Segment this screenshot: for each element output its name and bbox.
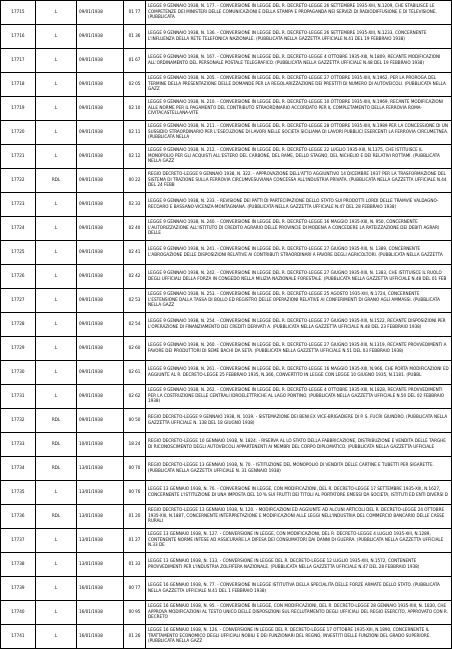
act-number: 01 26: [124, 625, 146, 649]
act-date: 09/01/1938: [77, 241, 124, 265]
act-number: 01 77: [124, 1, 146, 25]
act-number: 02 40: [124, 217, 146, 241]
table-row: [1, 433, 452, 457]
act-date: 09/01/1938: [77, 121, 124, 145]
table-row: [1, 553, 452, 577]
act-date: 09/01/1938: [77, 49, 124, 73]
act-date: 16/01/1938: [77, 625, 124, 649]
table-row: [1, 313, 452, 337]
act-type: L: [36, 241, 77, 265]
act-date: 13/01/1938: [77, 481, 124, 505]
act-date: 13/01/1938: [77, 457, 124, 481]
table-row: [1, 529, 452, 553]
row-number: 17728: [1, 313, 36, 337]
row-number: 17730: [1, 361, 36, 385]
act-number: 02 11: [124, 121, 146, 145]
act-number: 00 76: [124, 481, 146, 505]
act-number: 02 12: [124, 145, 146, 169]
table-row: [1, 361, 452, 385]
act-type: L: [36, 289, 77, 313]
act-type: L: [36, 97, 77, 121]
act-type: L: [36, 577, 77, 601]
act-number: 01 27: [124, 529, 146, 553]
table-row: [1, 145, 452, 169]
table-row: [1, 409, 452, 433]
table-row: [1, 49, 452, 73]
row-number: 17725: [1, 241, 36, 265]
act-type: L: [36, 529, 77, 553]
row-number: 17717: [1, 49, 36, 73]
act-description: LEGGE 13 GENNAIO 1938, N. 127. - CONVERSIONE IN LEGGE, CON MODIFICAZIONI, DEL R. DECRETO-LEGGE 4 LUGLIO 1935-XIII, N.1289, CONTENENTE NORME INTESE AD ASSICURARE LA DIFESA DEI CONSUMATORI DAI DANNI DI GUERRA. (PUBBLICATA NELLA GAZZETTA UFFICIALE N.33 DE: [146, 529, 452, 553]
table-row: [1, 1, 452, 25]
act-date: 16/01/1938: [77, 601, 124, 625]
act-number: 01 67: [124, 49, 146, 73]
table-row: [1, 289, 452, 313]
act-type: L: [36, 481, 77, 505]
act-type: L: [36, 49, 77, 73]
act-number: 02 33: [124, 193, 146, 217]
act-description: REGIO DECRETO-LEGGE 9 GENNAIO 1938, N. 1039. - SISTEMAZIONE DEI BENI EX VICE-BRIGADIERE DI P. S. FUCRI GIUNDRO. (PUBBLICATA NELLA GAZZETTA UFFICIALE N. 138 DEL 18 GIUGNO 1938): [146, 409, 452, 433]
act-type: L: [36, 553, 77, 577]
row-number: 17734: [1, 457, 36, 481]
table-row: [1, 121, 452, 145]
row-number: 17723: [1, 193, 36, 217]
act-date: 09/01/1938: [77, 97, 124, 121]
act-type: L: [36, 625, 77, 649]
act-number: 01 36: [124, 25, 146, 49]
row-number: 17733: [1, 433, 36, 457]
act-type: L: [36, 361, 77, 385]
row-number: 17720: [1, 121, 36, 145]
row-number: 17731: [1, 385, 36, 409]
act-description: LEGGE 16 GENNAIO 1938, N. 126. - CONVERSIONE IN LEGGE DEL R. DECRETO-LEGGE 17 OTTOBRE 1935-XIII, N.1890, CONCERNENTE IL TRATTAMENTO ECONOMICO DEGLI UFFICIALI NOBILI E DEI FUNZIONARI DEL REGNO, INVESTITI DELLE FUNZIONI DEL GRADO SUPERIORE. (PUBBLICATA NELLA GAZZ: [146, 625, 452, 649]
row-number: 17727: [1, 289, 36, 313]
act-date: 09/01/1938: [77, 73, 124, 97]
act-type: L: [36, 313, 77, 337]
act-description: LEGGE 9 GENNAIO 1938, N. 261. - CONVERSIONE IN LEGGE DEL R. DECRETO-LEGGE 16 MAGGIO 1935-XIII, N.966, CHE PORTA MODIFICAZIONI ED AGGIUNTE AL R. DECRETO-LEGGE 25 FEBBRAIO 1935, N.366, CONVERTITO IN LEGGE CON LEGGE 10 GIUGNO 1935, N.1181. (PUBBL: [146, 361, 452, 385]
act-description: LEGGE 9 GENNAIO 1938, N. 242. - CONVERSIONE IN LEGGE DEL R. DECRETO-LEGGE 27 GIUGNO 1935-XIII, N. 1383, CHE ISTITUISCE IL RUOLO DEGLI UFFICIALI DELLA FORZA IN CONGEDO NELLA MILIZIA NAZIONALE FORESTALE. (PUBBLICATA NELLA GAZZETTA UFFICIALE N.48 DEL 01 FEB: [146, 265, 452, 289]
act-type: L: [36, 121, 77, 145]
act-date: 09/01/1938: [77, 145, 124, 169]
act-description: LEGGE 9 GENNAIO 1938, N. 254. - CONVERSIONE IN LEGGE DEL R. DECRETO-LEGGE 27 GIUGNO 1935-XIII, N.1522, RECANTE DISPOSIZIONI PER L'OPERAZIONE DI FINANZIAMENTO DEI CREDITI DERIVATI A. (PUBBLICATA NELLA GAZZETTA UFFICIALE N.48 DEL 23 FEBBRAIO 1938): [146, 313, 452, 337]
act-number: 02 10: [124, 97, 146, 121]
act-description: LEGGE 13 GENNAIO 1938, N. 133. - CONVERSIONE IN LEGGE DEL R. DECRETO-LEGGE 12 LUGLIO 1935-XIII, N.1572, CONTENENTE PROVVEDIMENTI PER L'INDUSTRIA ZOLFIFERA NAZIONALE. (PUBBLICATA NELLA GAZZETTA UFFICIALE N.47 DEL 28 FEBBRAIO 1938): [146, 553, 452, 577]
act-date: 09/01/1938: [77, 409, 124, 433]
act-description: REGIO DECRETO-LEGGE 13 GENNAIO 1938, N. 70. - ISTITUZIONE DEL MONOPOLIO DI VENDITA DELLE CARTINE E TUBETTI PER SIGARETTE. (PUBBLICATA NELLA GAZZETTA UFFICIALE N. 31 GENNAIO 1938): [146, 457, 452, 481]
act-description: LEGGE 9 GENNAIO 1938, N. 212. - CONVERSIONE IN LEGGE DEL R. DECRETO-LEGGE 22 LUGLIO 1935-XIII, N.1375, CHE ISTITUISCE IL MONOPOLIO PER GLI ACQUISTI ALL'ESTERO DEL CARBONE, DEL RAME, DELLO STAGNO, DEL NICHELIO E DEI RELATIVI ROTTAMI. (PUBBLICATA NELLA GAZZ: [146, 145, 452, 169]
act-number: 02 54: [124, 313, 146, 337]
table-row: [1, 169, 452, 193]
row-number: 17741: [1, 625, 36, 649]
row-number: 17719: [1, 97, 36, 121]
table-row: [1, 217, 452, 241]
act-number: 02 41: [124, 241, 146, 265]
act-type: L: [36, 1, 77, 25]
table-row: [1, 385, 452, 409]
row-number: 17724: [1, 217, 36, 241]
act-description: LEGGE 9 GENNAIO 1938, N. 205. - CONVERSIONE IN LEGGE DEL R. DECRETO-LEGGE 27 OTTOBRE 1935-XIII, N.1962, PER LA PROROGA DEL TERMINE DELLA PRESENTAZIONE DELLE DOMANDE PER LA REGOLARIZZAZIONE DEI PRESTITI DI NUMERO DI AUTOVEICOLI. (PUBBLICATA NELLA GAZZ: [146, 73, 452, 97]
row-number: 17722: [1, 169, 36, 193]
act-type: L: [36, 601, 77, 625]
act-type: RDL: [36, 457, 77, 481]
row-number: 17739: [1, 577, 36, 601]
act-description: LEGGE 9 GENNAIO 1938, N. 167. - CONVERSIONE IN LEGGE DEL R. DECRETO-LEGGE 4 OTTOBRE 1935-XIII, N.1809, RECANTE MODIFICAZIONI ALL'ORDINAMENTO DEL PERSONALE POSTALE TELEGRAFICO. (PUBBLICATA NELLA GAZZETTA UFFICIALE N.48 DEL 19 FEBBRAIO 1938): [146, 49, 452, 73]
act-description: LEGGE 9 GENNAIO 1938, N. 241. - CONVERSIONE IN LEGGE DEL R. DECRETO-LEGGE 27 GIUGNO 1935-XIII, N. 1389, CONCERNENTE L'ABROGAZIONE DELLE DISPOSIZIONI RELATIVE AI CONTRIBUTI STRAORDINARI A FAVORE DEGLI AGRICOLTORI. (PUBBLICATA NELLA GAZZETTA: [146, 241, 452, 265]
act-date: 09/01/1938: [77, 25, 124, 49]
row-number: 17729: [1, 337, 36, 361]
act-date: 09/01/1938: [77, 265, 124, 289]
act-description: LEGGE 9 GENNAIO 1938, N. 210. - CONVERSIONE IN LEGGE DEL R. DECRETO-LEGGE 10 OTTOBRE 1935-XIII, N.1969, RECANTE MODIFICAZIONI ALLE NORME PER IL PAGAMENTO DEL CONTRIBUTO STRAORDINARIO ACCORDATO PER IL COMPLETAMENTO DELLA FERROVIA ROMA-CIVITACASTELLANA-VITE: [146, 97, 452, 121]
act-number: 00 70: [124, 457, 146, 481]
act-date: 09/01/1938: [77, 361, 124, 385]
act-date: 09/01/1938: [77, 385, 124, 409]
row-number: 17738: [1, 553, 36, 577]
act-date: 09/01/1938: [77, 337, 124, 361]
act-type: RDL: [36, 409, 77, 433]
act-number: 00 50: [124, 409, 146, 433]
act-number: 00 22: [124, 169, 146, 193]
act-number: 01 20: [124, 505, 146, 529]
act-type: L: [36, 337, 77, 361]
act-date: 09/01/1938: [77, 313, 124, 337]
act-description: LEGGE 13 GENNAIO 1938, N. 76. - CONVERSIONE IN LEGGE, CON MODIFICAZIONI, DEL R. DECRETO-LEGGE 17 SETTEMBRE 1935-XIII, N.1627, CONCERNENTE L'ISTITUZIONE DI UNA IMPOSTA DEL 10 % SUI FRUTTI DEI TITOLI AL PORTATORE EMESSI DA SOCIETA, ISTITUTI ED ENTI DIVERSI D: [146, 481, 452, 505]
act-date: 09/01/1938: [77, 289, 124, 313]
act-number: 18 24: [124, 433, 146, 457]
act-description: REGIO DECRETO-LEGGE 10 GENNAIO 1938, N. 1824. - RISERVA AL LO STATO DELLA FABBRICAZIONE, DISTRIBUZIONE E VENDITA DELLE TARGHE DI RICONOSCIMENTO DEGLI AUTOVEICOLI APPARTENENTI AI MEMBRI DEL CORPO DIPLOMATICO. (PUBBLICATA NELLA GAZZETTA UFFICIALE: [146, 433, 452, 457]
act-date: 13/01/1938: [77, 505, 124, 529]
act-date: 16/01/1938: [77, 577, 124, 601]
act-description: LEGGE 9 GENNAIO 1938, N. 253. - CONVERSIONE IN LEGGE DEL R. DECRETO-LEGGE 25 AGOSTO 1935-XIII, N.1724, CONCERNENTE L'ESTENSIONE DALLA TASSA DI BOLLO ED REGISTRO DELLE OPERAZIONI RELATIVE AI CONFERIMENTI DI GRANO AGLI AMMASSI. (PUBBLICATA NELLA GAZZ: [146, 289, 452, 313]
act-number: 02 42: [124, 265, 146, 289]
act-description: LEGGE 9 GENNAIO 1938, N. 233. - REVISIONE DEI PATTI DI PARTECIPAZIONE DELLO STATO SUI PRODOTTI LORDI DELLE TRAMVIE VALDAGNO-RECOARO E BASSANO-VICENZA-MONTAGNANA. (PUBBLICATA NELLA GAZZETTA UFFICIALE N.47 DEL 28 FEBBRAIO 1938): [146, 193, 452, 217]
table-row: [1, 337, 452, 361]
table-row: [1, 73, 452, 97]
row-number: 17721: [1, 145, 36, 169]
act-type: RDL: [36, 433, 77, 457]
act-number: 01 33: [124, 553, 146, 577]
act-date: 13/01/1938: [77, 529, 124, 553]
act-type: L: [36, 73, 77, 97]
act-description: LEGGE 9 GENNAIO 1938, N. 260. - CONVERSIONE IN LEGGE DEL R. DECRETO-LEGGE 27 GIUGNO 1935-XIII, N.1319, RECANTE PROVVEDIMENTI A FAVORE DEI PRODUTTORI DI SEME BACHI DA SETA. (PUBBLICATA NELLA GAZZETTA UFFICIALE N.51 DEL 03 FEBBRAIO 1938): [146, 337, 452, 361]
row-number: 17726: [1, 265, 36, 289]
row-number: 17740: [1, 601, 36, 625]
act-description: LEGGE 16 GENNAIO 1938, N. 77. - CONVERSIONE IN LEGGE ISTITUTIVA DELLA SPECIALITA DELLE FORZE ARMATE DELLO STATO. (PUBBLICATA NELLA GAZZETTA UFFICIALE N.41 DEL 1 FEBBRAIO 1938): [146, 577, 452, 601]
act-number: 00 95: [124, 601, 146, 625]
table-row: [1, 457, 452, 481]
table-row: [1, 481, 452, 505]
act-number: 02 61: [124, 361, 146, 385]
act-date: 09/01/1938: [77, 217, 124, 241]
row-number: 17736: [1, 505, 36, 529]
table-row: [1, 265, 452, 289]
table-row: [1, 25, 452, 49]
act-type: L: [36, 25, 77, 49]
act-date: 13/01/1938: [77, 553, 124, 577]
act-date: 09/01/1938: [77, 169, 124, 193]
table-row: [1, 241, 452, 265]
table-row: [1, 601, 452, 625]
act-type: L: [36, 145, 77, 169]
act-number: 02 60: [124, 337, 146, 361]
act-description: LEGGE 9 GENNAIO 1938, N. 136. - CONVERSIONE IN LEGGE DEL R. DECRETO-LEGGE 26 SETTEMBRE 1935-XIII, N.1233, CONCERNENTE L'INFLUENZA DELLA RETE TELEFONICA NAZIONALE. (PUBBLICATA NELLA GAZZETTA UFFICIALE N.41 DEL 19 FEBBRAIO 1938): [146, 25, 452, 49]
act-type: RDL: [36, 505, 77, 529]
table-row: [1, 505, 452, 529]
act-date: 09/01/1938: [77, 1, 124, 25]
act-description: REGIO DECRETO-LEGGE 13 GENNAIO 1938, N. 120. - MODIFICAZIONI ED AGGIUNTE AD ALCUNI ARTICOLI DEL R. DECRETO-LEGGE 24 OTTOBRE 1935-XIII, N.1887, CONCERNENTE INTERPRETAZIONE E MODIFICAZIONI ALLE LEGGI NELL'INDUSTRIA DEL COMMERCIO BANCARIO DELLE CASSE RURALI: [146, 505, 452, 529]
act-description: LEGGE 9 GENNAIO 1938, N. 262. - CONVERSIONE IN LEGGE DEL R. DECRETO-LEGGE 4 OTTOBRE 1935-XIII, N.1828, RECANTE PROVVEDIMENTI PER LA COSTRUZIONE DELLE CENTRALI IDROELETTRICHE AL LAGO PONTINO. (PUBBLICATA NELLA GAZZETTA UFFICIALE N.50 DEL 02 FEBBRAIO 1938): [146, 385, 452, 409]
table-row: [1, 193, 452, 217]
act-number: 00 77: [124, 577, 146, 601]
table-row: [1, 625, 452, 649]
table-row: [1, 97, 452, 121]
row-number: 17735: [1, 481, 36, 505]
act-type: L: [36, 193, 77, 217]
act-description: LEGGE 9 GENNAIO 1938, N. 177. - CONVERSIONE IN LEGGE DEL R. DECRETO-LEGGE 26 SETTEMBRE 1935-XIII, N.1209, CHE STABILISCE LE COMPETENZE DEI MINISTERI DELLE COMUNICAZIONI E DELLA STAMPA E PROPAGANDA NEI SERVIZI DI RADIODIFFUSIONE E DI TELEVISIONE. (PUBBLICATA: [146, 1, 452, 25]
act-description: LEGGE 9 GENNAIO 1938, N. 211. - CONVERSIONE IN LEGGE DEL R. DECRETO-LEGGE 28 OTTOBRE 1935-XIII, N.1989 PER LA CONCESSIONE DI UN SUSSIDIO STRAORDINARIO PER L'ESECUZIONE DI LAVORI NELLE SOCIETA SICILIANA DI LAVORI PUBBLICI ESERCENTI LA FERROVIA CIRCUMETNEA. (PUBBLICATA NELLA: [146, 121, 452, 145]
act-number: 02 05: [124, 73, 146, 97]
act-type: RDL: [36, 169, 77, 193]
act-number: 02 53: [124, 289, 146, 313]
act-description: LEGGE 16 GENNAIO 1938, N. 95. - CONVERSIONE IN LEGGE, CON MODIFICAZIONI, DEL R. DECRETO-LEGGE 28 GENNAIO 1935-XIII, N. 1830, CHE APPROVA MODIFICAZIONI AL TESTO UNICO DELLE DISPOSIZIONI SUL RECLUTAMENTO DEGLI UFFICIALI DEL REGIO ESERCITO, APPROVATO CON R. DECRETO: [146, 601, 452, 625]
register-table-body: [1, 1, 452, 649]
act-description: LEGGE 9 GENNAIO 1938, N. 240. - CONVERSIONE IN LEGGE DEL R. DECRETO-LEGGE 16 MAGGIO 1935-XIII, N. 950, CONCERNENTE L'AUTORIZZAZIONE ALL'ISTITUTO DI CREDITO AGRARIO DELLE PROVINCIE DI MODENA A CONCEDERE LA RATEIZZAZIONE DEI DEBITI AGRARI DELLE: [146, 217, 452, 241]
act-type: L: [36, 385, 77, 409]
row-number: 17737: [1, 529, 36, 553]
act-type: L: [36, 217, 77, 241]
table-row: [1, 577, 452, 601]
act-type: L: [36, 265, 77, 289]
act-date: 09/01/1938: [77, 193, 124, 217]
act-description: REGIO DECRETO-LEGGE 9 GENNAIO 1938, N. 322. - APPROVAZIONE DELL'ATTO AGGIUNTIVO 14 DICEMBRE 1937 PER LA TRASFORMAZIONE DEL SISTEMA DI TRAZIONE SULLA FERROVIA CIRCUMVESUVIANA CONCESSA ALL'INDUSTRIA PRIVATA. (PUBBLICATA NELLA GAZZETTA UFFICIALE N.44 DEL 24 FEBB: [146, 169, 452, 193]
row-number: 17716: [1, 25, 36, 49]
row-number: 17718: [1, 73, 36, 97]
row-number: 17715: [1, 1, 36, 25]
act-number: 02 62: [124, 385, 146, 409]
row-number: 17732: [1, 409, 36, 433]
act-date: 10/01/1938: [77, 433, 124, 457]
